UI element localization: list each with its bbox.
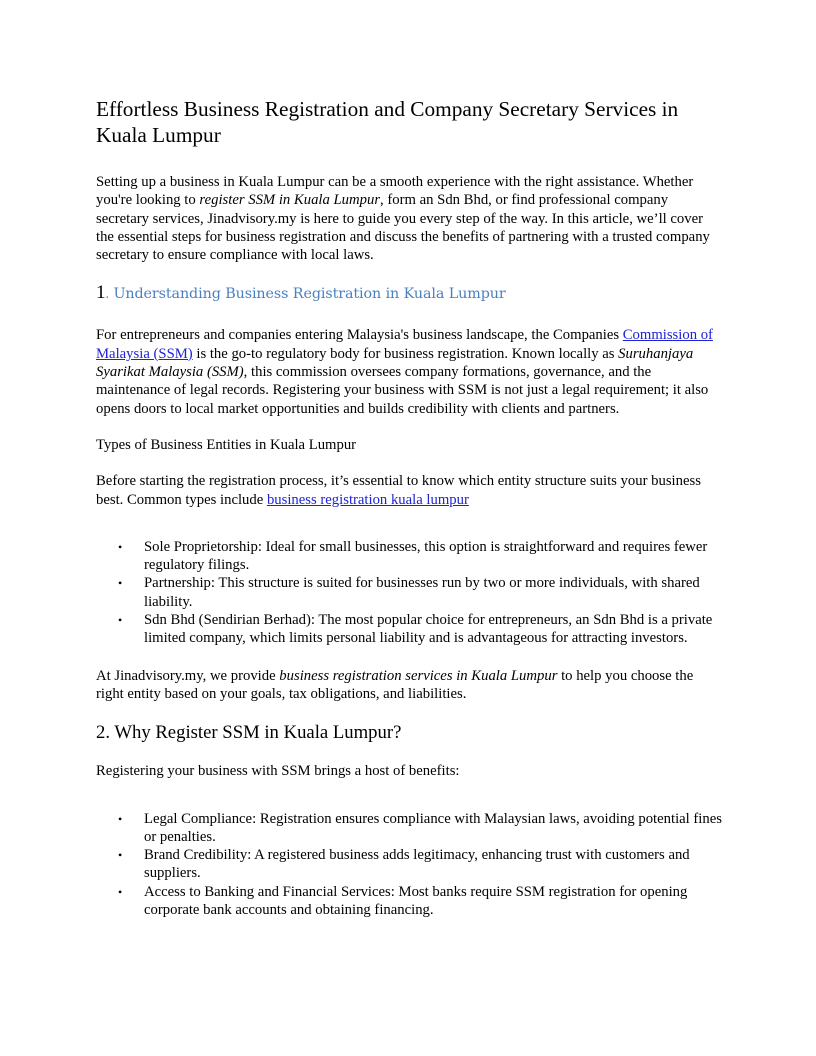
- bullet-icon: •: [118, 613, 123, 628]
- section-1-text-c: , this commission oversees company formations, governance, and the maintenance of legal records. Registering your business with SSM is not just a legal requirement; it also opens doors to local market opportunities and builds credibility with clients and partners.: [96, 364, 709, 417]
- section-1-number: 1: [96, 282, 106, 304]
- list-item: [96, 846, 724, 883]
- list-item-text: Brand Credibility: A registered business adds legitimacy, enhancing trust with customers and suppliers.: [144, 847, 690, 882]
- intro-text: Setting up a business in Kuala Lumpur can be a smooth experience with the right assistance. Whether you're looking to: [96, 174, 694, 209]
- benefits-list: [96, 810, 724, 920]
- services-emphasis: business registration services in Kuala Lumpur: [279, 667, 558, 684]
- section-1-text-b: is the go-to regulatory body for business registration. Known locally as: [192, 345, 619, 362]
- bullet-icon: •: [118, 848, 123, 863]
- section-1-dot: .: [105, 287, 109, 303]
- entity-types-list: [96, 538, 724, 648]
- entities-text: Before starting the registration process, it’s essential to know which entity structure suits your business best. Common types include: [96, 473, 701, 508]
- bullet-icon: •: [118, 576, 123, 591]
- intro-emphasis: register SSM in Kuala Lumpur: [199, 192, 381, 209]
- list-item: [96, 810, 724, 847]
- bullet-icon: •: [118, 539, 123, 554]
- list-item-text: Access to Banking and Financial Services: Most banks require SSM registration for opening corporate bank accounts and obtaining financing.: [144, 883, 688, 919]
- list-item: [96, 538, 724, 575]
- section-1-paragraph: [96, 326, 724, 417]
- bullet-icon: •: [118, 884, 123, 899]
- list-item: [96, 611, 724, 648]
- services-paragraph: [96, 667, 724, 704]
- section-1-heading: [96, 282, 724, 306]
- list-item-text: Sdn Bhd (Sendirian Berhad): The most popular choice for entrepreneurs, an Sdn Bhd is a private limited company, which limits personal liability and is advantageous for attracting investors.: [144, 612, 713, 647]
- list-item: [96, 574, 724, 611]
- entities-paragraph: [96, 472, 724, 509]
- list-item-text: Legal Compliance: Registration ensures compliance with Malaysian laws, avoiding potential fines or penalties.: [144, 810, 722, 845]
- services-text: At Jinadvisory.my, we provide: [96, 667, 280, 684]
- list-item-text: Partnership: This structure is suited for businesses run by two or more individuals, with shared liability.: [144, 575, 700, 610]
- section-2-intro: Registering your business with SSM brings a host of benefits:: [96, 763, 460, 780]
- document-page: [96, 96, 724, 937]
- page-title: Effortless Business Registration and Company Secretary Services in Kuala Lumpur: [96, 97, 679, 147]
- ssm-link[interactable]: Commission of Malaysia (SSM): [96, 327, 713, 362]
- bullet-icon: •: [118, 811, 123, 826]
- list-item-text: Sole Proprietorship: Ideal for small businesses, this option is straightforward and requires fewer regulatory filings.: [144, 538, 708, 574]
- entities-subheading: Types of Business Entities in Kuala Lumpur: [96, 436, 357, 453]
- section-2-heading: 2. Why Register SSM in Kuala Lumpur?: [96, 722, 402, 744]
- intro-paragraph: [96, 173, 724, 264]
- services-text-continued: to help you choose the right entity based on your goals, tax obligations, and liabilities.: [96, 667, 694, 702]
- intro-text-continued: , form an Sdn Bhd, or find professional company secretary services, Jinadvisory.my is here to guide you every step of the way. In this article, we’ll cover the essential steps for business registration and discuss the benefits of partnering with a trusted company secretary to ensure compliance with local laws.: [96, 192, 710, 264]
- section-1-title: Understanding Business Registration in Kuala Lumpur: [109, 286, 506, 303]
- business-registration-link[interactable]: business registration kuala lumpur: [266, 491, 469, 508]
- section-1-text: For entrepreneurs and companies entering Malaysia's business landscape, the Companies: [96, 327, 623, 344]
- list-item: [96, 883, 724, 920]
- section-1-emphasis: Suruhanjaya Syarikat Malaysia (SSM): [96, 345, 694, 381]
